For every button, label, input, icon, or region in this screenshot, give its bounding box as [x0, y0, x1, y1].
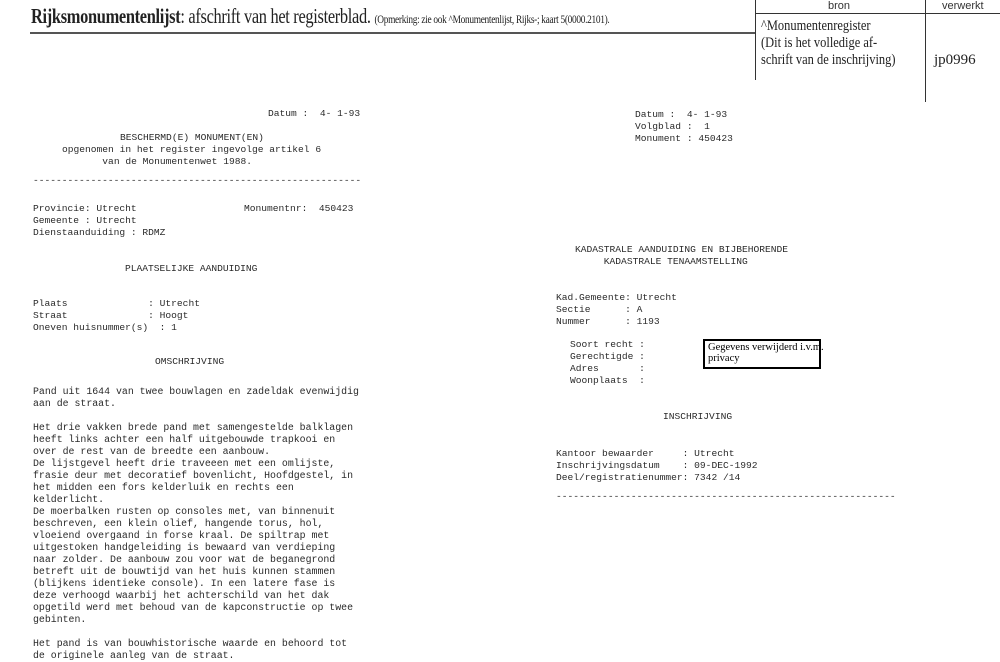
left-datum: Datum : 4- 1-93	[268, 108, 361, 119]
inschrijving-block: Kantoor bewaarder : Utrecht Inschrijvingsdatum : 09-DEC-1992 Deel/registratienummer: 7342 /14	[556, 448, 758, 483]
left-heading: BESCHERMD(E) MONUMENT(EN)	[120, 132, 264, 143]
kadastrale-title: KADASTRALE AANDUIDING EN BIJBEHORENDE KADASTRALE TENAAMSTELLING	[575, 244, 789, 267]
plaatselijke-title: PLAATSELIJKE AANDUIDING	[125, 263, 258, 274]
omschrijving-title: OMSCHRIJVING	[155, 356, 225, 367]
right-header-block: Datum : 4- 1-93 Volgblad : 1 Monument : 450423	[635, 109, 733, 144]
omschrijving-text: Pand uit 1644 van twee bouwlagen en zadeldak evenwijdig aan de straat. Het drie vakken brede pand met samengestelde balklagen heeft links achter een half uitgebouwde trapkooi en over de rest van de breedte een aanbouw. De lijstgevel heeft drie traveeen met een omlijste, frasie deur met decoratief bovenlicht, Hoofdgestel, in het midden een fors kelderluik en rechts een kelderlicht. De moerbalken rusten op consoles met, van binnenuit beschreven, een klein olief, hangende torus, hol, vloeiend overgaand in forse kraal. De spiltrap met uitgestoken handgeleiding is bewaard van verdieping naar zolder. De aanbouw zou voor wat de beganegrond betreft uit de bouwtijd van het huis kunnen stammen (blijkens identieke console). In een latere fase is deze verhoogd waarbij het achterschild van het dak opgetild werd met behoud van de kapconstructie op twee gebinten. Het pand is van bouwhistorische waarde en behoord tot de originele aanleg van de straat.	[33, 386, 359, 661]
verwerkt-value: jp0996	[934, 52, 976, 68]
bron-left-border	[755, 0, 756, 80]
title-rest: : afschrift van het registerblad.	[180, 4, 371, 28]
right-divider: -----------------------------------------------------------	[556, 491, 896, 502]
recht-block: Soort recht : Gerechtigde : Adres : Woonplaats :	[570, 339, 645, 386]
left-subheading: opgenomen in het register ingevolge artikel 6 van de Monumentenwet 1988.	[62, 144, 322, 167]
verwerkt-left-border	[925, 0, 926, 102]
title-note: (Opmerking: zie ook ^Monumentenlijst, Rijks-; kaart 5(0000.2101).	[374, 12, 610, 26]
bron-value: ^Monumentenregister (Dit is het volledige af- schrift van de inschrijving)	[761, 18, 896, 68]
title-bold: Rijksmonumentenlijst	[31, 4, 181, 28]
inschrijving-title: INSCHRIJVING	[663, 411, 733, 422]
title-rule	[30, 32, 756, 34]
left-divider: ---------------------------------------------------------	[33, 175, 362, 186]
plaatselijke-block: Plaats : Utrecht Straat : Hoogt Oneven huisnummer(s) : 1	[33, 298, 200, 333]
document-title	[31, 4, 609, 29]
kadastrale-block: Kad.Gemeente: Utrecht Sectie : A Nummer : 1193	[556, 292, 677, 327]
monumentnr: Monumentnr: 450423	[244, 203, 354, 214]
provincie-block: Provincie: Utrecht Gemeente : Utrecht Dienstaanduiding : RDMZ	[33, 203, 166, 238]
verwerkt-column-header: verwerkt	[942, 0, 984, 12]
privacy-redaction-box: Gegevens verwijderd i.v.m. privacy	[703, 339, 821, 369]
bron-column-header: bron	[828, 0, 851, 12]
header-row-divider	[755, 13, 1000, 14]
